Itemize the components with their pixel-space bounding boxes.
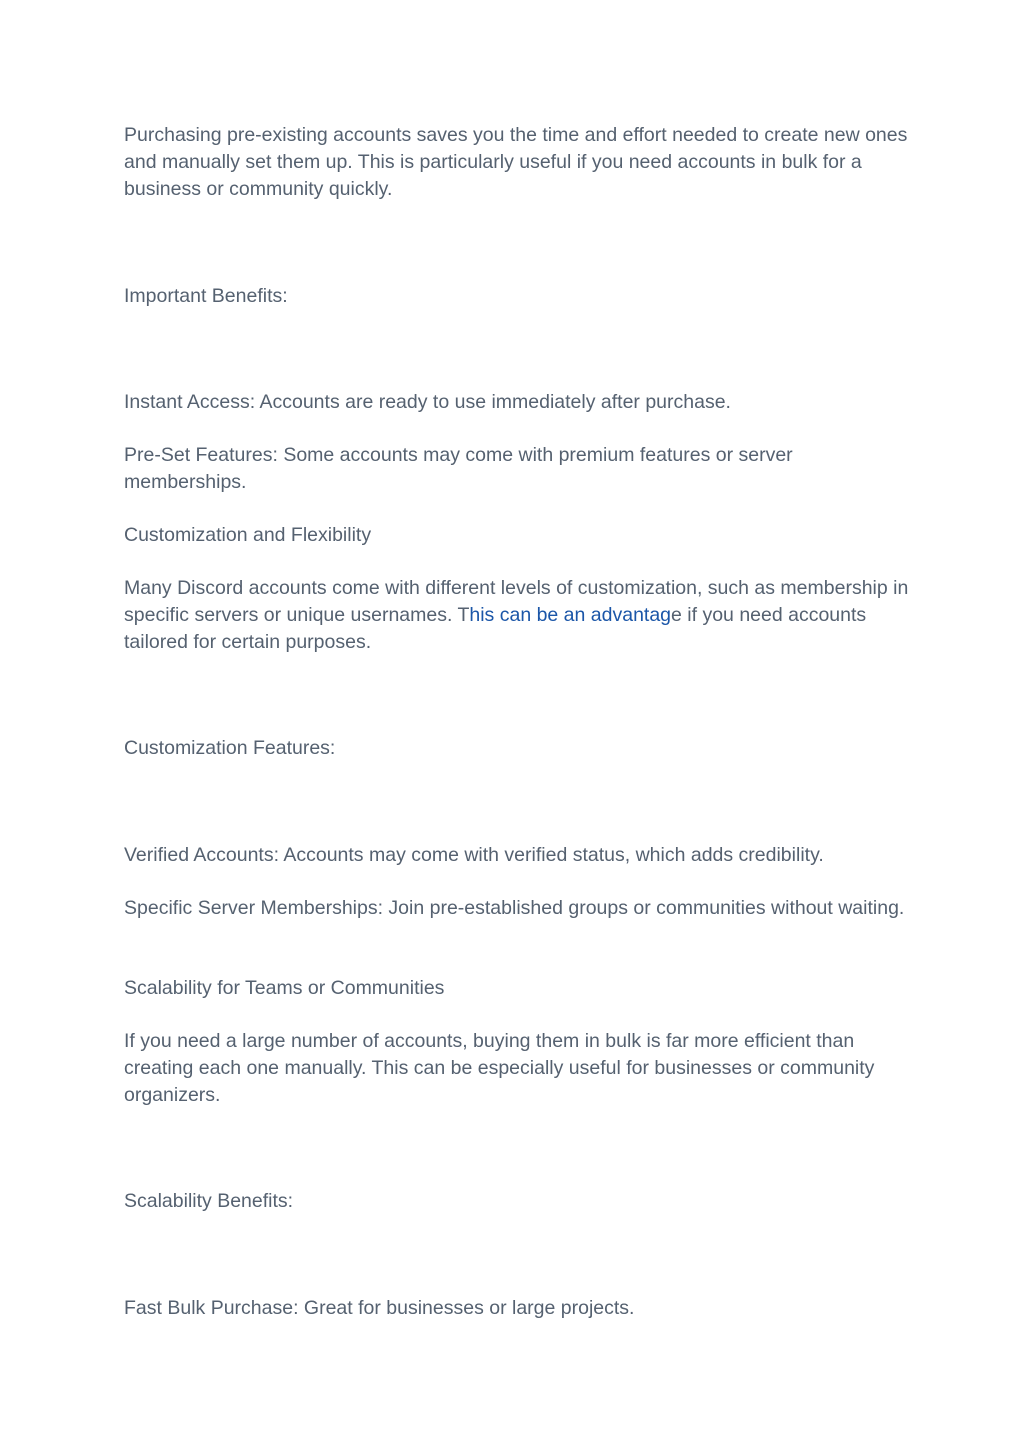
customization-text-before-link: Many Discord accounts come with different levels of customization, such as membership in specific servers or unique usernames. T (124, 577, 909, 626)
customization-heading: Customization and Flexibility (124, 524, 372, 546)
intro-paragraph: Purchasing pre-existing accounts saves you the time and effort needed to create new ones and manually set them up. This is particularly useful if you need accounts in bulk for a business or community quickly. (124, 124, 908, 200)
customization-features-heading: Customization Features: (124, 737, 336, 759)
instant-access-item: Instant Access: Accounts are ready to use immediately after purchase. (124, 391, 731, 413)
important-benefits-heading: Important Benefits: (124, 285, 288, 307)
customization-text-after-link: e if you need accounts tailored for certain purposes. (124, 604, 867, 653)
fast-bulk-purchase-item: Fast Bulk Purchase: Great for businesses or large projects. (124, 1297, 635, 1319)
preset-features-item: Pre-Set Features: Some accounts may come with premium features or server memberships. (124, 444, 793, 493)
verified-accounts-item: Verified Accounts: Accounts may come with verified status, which adds credibility. (124, 844, 824, 866)
advantage-link[interactable]: his can be an advantag (469, 604, 672, 626)
scalability-paragraph: If you need a large number of accounts, buying them in bulk is far more efficient than creating each one manually. This can be especially useful for businesses or community organizers. (124, 1030, 875, 1106)
scalability-heading: Scalability for Teams or Communities (124, 977, 445, 999)
customization-paragraph (124, 575, 914, 656)
server-memberships-item: Specific Server Memberships: Join pre-established groups or communities without waiting. (124, 897, 905, 919)
scalability-benefits-heading: Scalability Benefits: (124, 1190, 294, 1212)
